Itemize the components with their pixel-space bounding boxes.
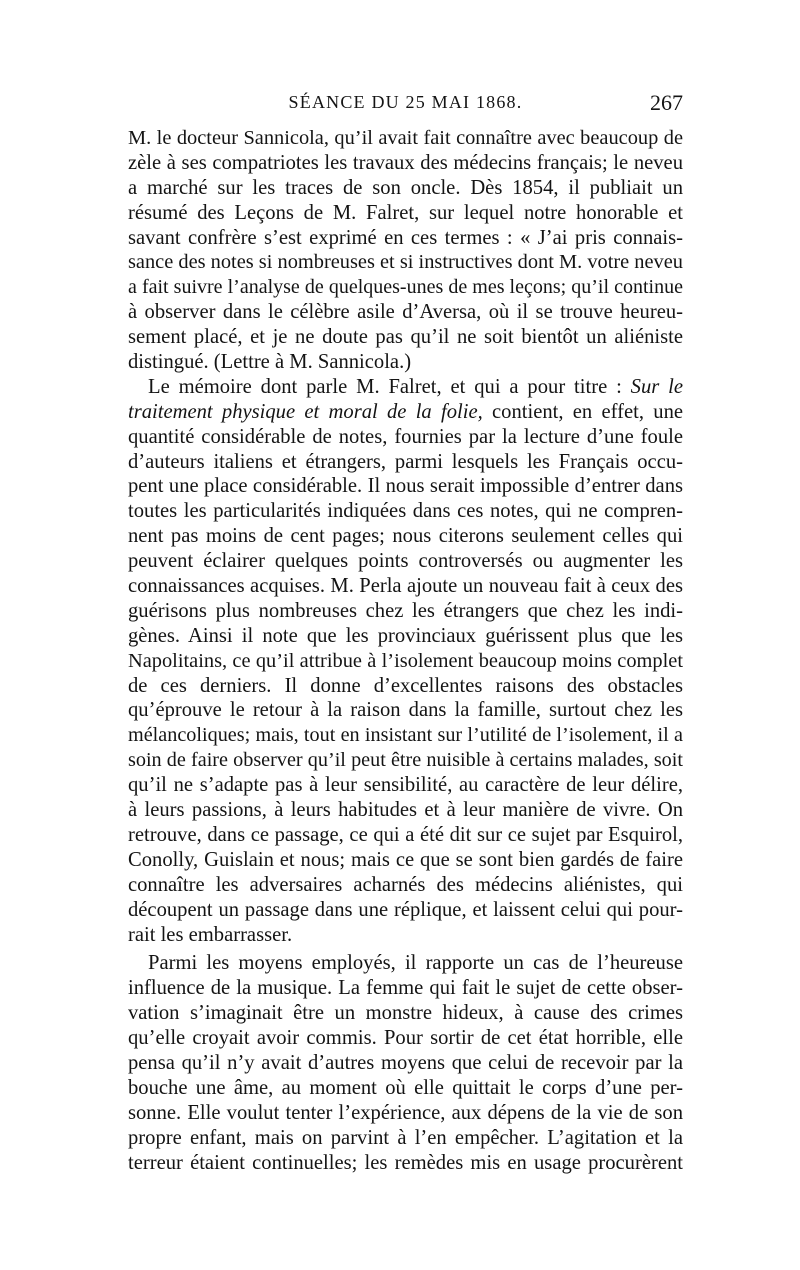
text-line: à leurs passions, à leurs habitudes et à leur manière de vivre. On [128,799,683,822]
text-line: vation s’imaginait être un monstre hideux, à cause des crimes [128,1002,683,1025]
text-line: terreur étaient continuelles; les remèdes mis en usage procurèrent [128,1151,683,1174]
text-line: connaissances acquises. M. Perla ajoute un nouveau fait à ceux des [128,575,683,598]
text-line: sement placé, et je ne doute pas qu’il ne soit bientôt un aliéniste [128,326,683,349]
text-line: a fait suivre l’analyse de quelques-unes de mes leçons; qu’il continue [128,276,683,299]
text-line: propre enfant, mais on parvint à l’en empêcher. L’agitation et la [128,1126,683,1149]
text-line: qu’il ne s’adapte pas à leur sensibilité, au caractère de leur délire, [128,774,683,797]
text-line: qu’elle croyait avoir commis. Pour sortir de cet état horrible, elle [128,1027,683,1050]
text-line: distingué. (Lettre à M. Sannicola.) [128,351,412,374]
text-run: Le mémoire dont parle M. Falret, et qui a pour titre : [148,375,631,398]
text-run: contient, en effet, une [482,400,683,423]
book-title-italic: traitement physique et moral de la folie, [128,400,483,423]
running-head: SÉANCE DU 25 MAI 1868. [288,92,523,112]
text-line: M. le docteur Sannicola, qu’il avait fait connaître avec beaucoup de [128,127,683,149]
page-number: 267 [650,90,683,115]
text-line: Conolly, Guislain et nous; mais ce que se sont bien gardés de faire [128,848,683,871]
text-line: peuvent éclairer quelques points controversés ou augmenter les [128,550,683,573]
paragraph [128,126,683,375]
body-text [128,126,683,1175]
text-line: rait les embarrasser. [128,923,293,946]
text-line: de ces derniers. Il donne d’excellentes raisons des obstacles [128,674,683,697]
text-line: toutes les particularités indiquées dans ces notes, qui ne compren- [128,500,683,523]
text-line: pensa qu’il n’y avait d’autres moyens que celui de recevoir par la [128,1051,683,1074]
text-line: connaître les adversaires acharnés des médecins aliénistes, qui [128,873,683,896]
text-line [128,375,683,400]
text-line [128,400,683,425]
text-line: savant confrère s’est exprimé en ces termes : « J’ai pris connais- [128,226,683,249]
text-line: a marché sur les traces de son oncle. Dès 1854, il publiait un [128,176,683,199]
text-line: Parmi les moyens employés, il rapporte un cas de l’heureuse [148,952,683,975]
text-line: retrouve, dans ce passage, ce qui a été dit sur ce sujet par Esquirol, [128,823,683,846]
text-line: bouche une âme, au moment où elle quittait le corps d’une per- [128,1076,683,1099]
text-line: soin de faire observer qu’il peut être nuisible à certains malades, soit [128,749,683,772]
text-line: influence de la musique. La femme qui fait le sujet de cette obser- [128,977,683,1000]
text-line: sance des notes si nombreuses et si instructives dont M. votre neveu [128,251,683,274]
page-header [128,90,683,120]
text-line: gènes. Ainsi il note que les provinciaux guérissent plus que les [128,624,683,647]
text-line: à observer dans le célèbre asile d’Aversa, où il se trouve heureu- [128,301,683,324]
text-line: zèle à ses compatriotes les travaux des médecins français; le neveu [128,151,683,174]
text-line: quantité considérable de notes, fournies par la lecture d’une foule [128,425,683,448]
text-line: d’auteurs italiens et étrangers, parmi lesquels les Français occu- [128,450,683,473]
text-line: guérisons plus nombreuses chez les étrangers que chez les indi- [128,599,683,622]
text-line: sonne. Elle voulut tenter l’expérience, aux dépens de la vie de son [128,1101,683,1124]
paragraph [128,951,683,1175]
text-line: qu’éprouve le retour à la raison dans la famille, surtout chez les [128,699,683,722]
text-line: nent pas moins de cent pages; nous citerons seulement celles qui [128,525,683,548]
text-line: résumé des Leçons de M. Falret, sur lequel notre honorable et [128,201,683,224]
text-line: pent une place considérable. Il nous serait impossible d’entrer dans [128,475,683,498]
text-line: Napolitains, ce qu’il attribue à l’isolement beaucoup moins complet [128,649,683,672]
text-line: mélancoliques; mais, tout en insistant sur l’utilité de l’isolement, il a [128,724,683,747]
text-line: découpent un passage dans une réplique, et laissent celui qui pour- [128,898,683,921]
paragraph [128,375,683,947]
book-title-italic: Sur le [630,375,683,398]
